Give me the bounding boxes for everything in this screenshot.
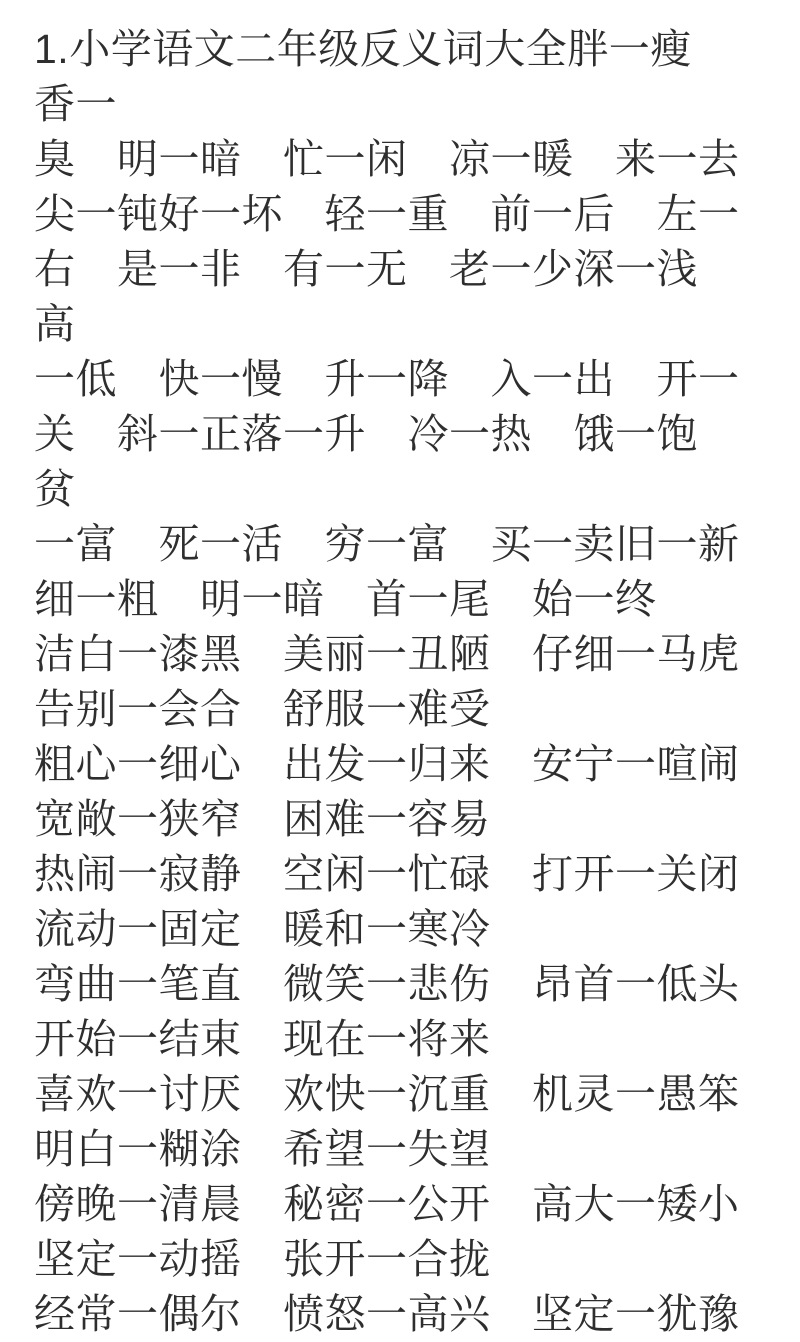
text-line: 宽敞一狭窄 困难一容易 (34, 796, 491, 842)
text-line: 洁白一漆黑 美丽一丑陋 仔细一马虎 (34, 631, 740, 677)
text-line: 一低 快一慢 升一降 入一出 开一 (34, 356, 740, 402)
text-line: 粗心一细心 出发一归来 安宁一喧闹 (34, 741, 740, 787)
text-line: 坚定一动摇 张开一合拢 (34, 1236, 491, 1282)
text-line: 傍晚一清晨 秘密一公开 高大一矮小 (34, 1181, 740, 1227)
text-line: 右 是一非 有一无 老一少深一浅 高 (34, 246, 740, 347)
text-line: 热闹一寂静 空闲一忙碌 打开一关闭 (34, 851, 740, 897)
text-line: 经常一偶尔 愤怒一高兴 坚定一犹豫 (34, 1291, 740, 1337)
text-line: 喜欢一讨厌 欢快一沉重 机灵一愚笨 (34, 1071, 740, 1117)
text-line: 流动一固定 暖和一寒冷 (34, 906, 491, 952)
text-line: 弯曲一笔直 微笑一悲伤 昂首一低头 (34, 961, 740, 1007)
text-line: 细一粗 明一暗 首一尾 始一终 (34, 576, 657, 622)
document-text-body (34, 22, 766, 1342)
text-line: 一富 死一活 穷一富 买一卖旧一新 (34, 521, 740, 567)
text-line: 开始一结束 现在一将来 (34, 1016, 491, 1062)
text-line: 1.小学语文二年级反义词大全胖一瘦 香一 (34, 26, 734, 127)
text-line: 告别一会合 舒服一难受 (34, 686, 491, 732)
text-line: 明白一糊涂 希望一失望 (34, 1126, 491, 1172)
text-line: 臭 明一暗 忙一闲 凉一暖 来一去 (34, 136, 740, 182)
text-line: 关 斜一正落一升 冷一热 饿一饱 贫 (34, 411, 740, 512)
text-line: 尖一钝好一坏 轻一重 前一后 左一 (34, 191, 740, 237)
